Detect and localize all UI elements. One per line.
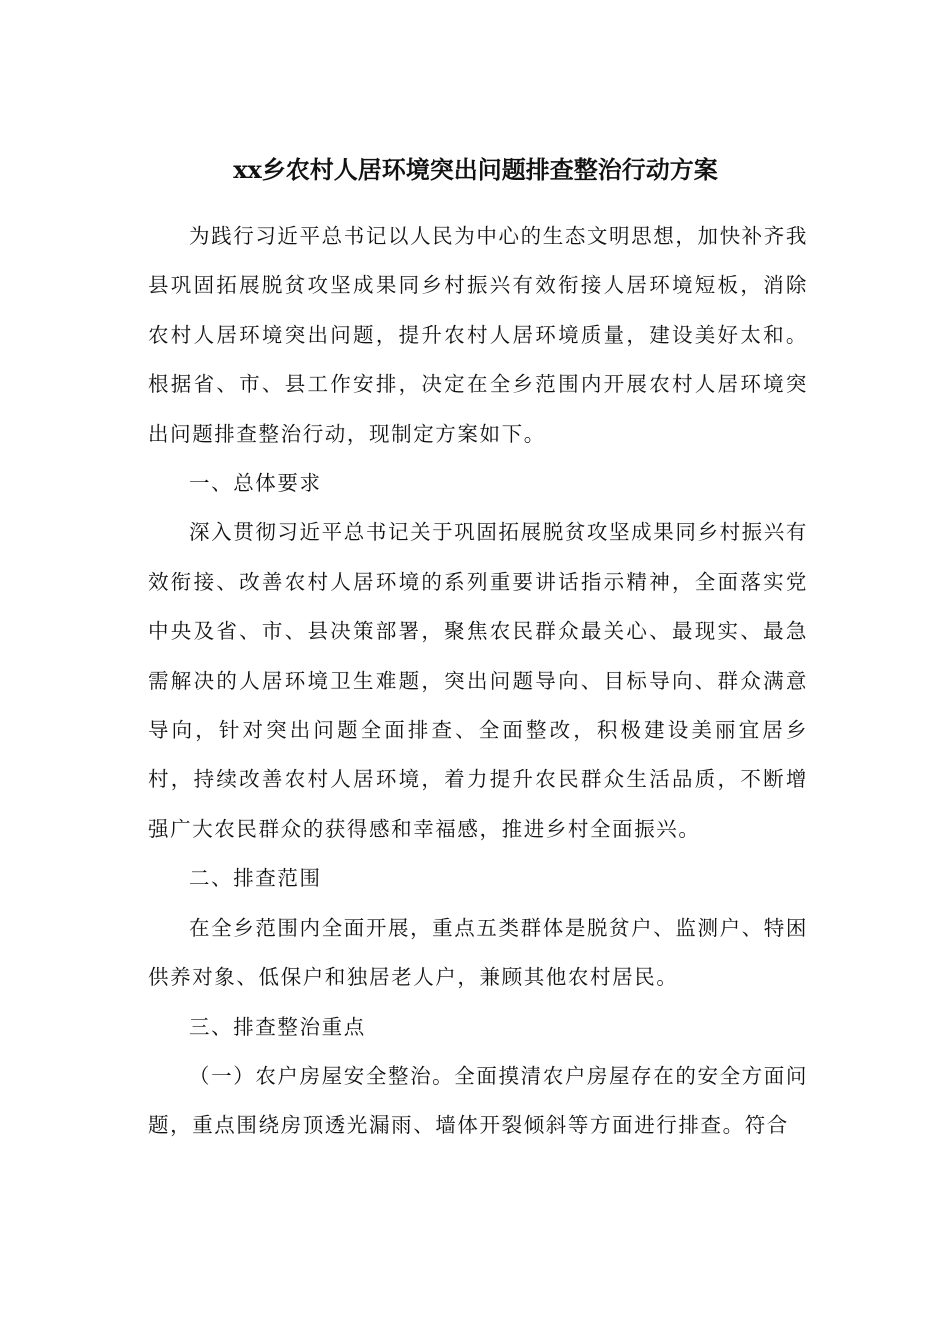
housing-safety-paragraph: （一）农户房屋安全整治。全面摸清农户房屋存在的安全方面问题，重点围绕房顶透光漏雨、墙体开裂倾斜等方面进行排查。符合 — [148, 1063, 808, 1138]
section-heading-key-points: 三、排查整治重点 — [189, 1014, 366, 1039]
intro-paragraph: 为践行习近平总书记以人民为中心的生态文明思想，加快补齐我县巩固拓展脱贫攻坚成果同乡村振兴有效衔接人居环境短板，消除农村人居环境突出问题，提升农村人居环境质量，建设美好太和。根据省、市、县工作安排，决定在全乡范围内开展农村人居环境突出问题排查整治行动，现制定方案如下。 — [148, 224, 808, 446]
section-heading-general-requirements: 一、总体要求 — [189, 471, 322, 496]
document-body — [148, 212, 808, 1151]
section-heading-inspection-scope: 二、排查范围 — [189, 866, 322, 891]
document-title: xx乡农村人居环境突出问题排查整治行动方案 — [233, 155, 718, 184]
general-requirements-paragraph: 深入贯彻习近平总书记关于巩固拓展脱贫攻坚成果同乡村振兴有效衔接、改善农村人居环境的系列重要讲话指示精神，全面落实党中央及省、市、县决策部署，聚焦农民群众最关心、最现实、最急需解决的人居环境卫生难题，突出问题导向、目标导向、群众满意导向，针对突出问题全面排查、全面整改，积极建设美丽宜居乡村，持续改善农村人居环境，着力提升农民群众生活品质，不断增强广大农民群众的获得感和幸福感，推进乡村全面振兴。 — [148, 520, 808, 841]
inspection-scope-paragraph: 在全乡范围内全面开展，重点五类群体是脱贫户、监测户、特困供养对象、低保户和独居老人户，兼顾其他农村居民。 — [148, 915, 808, 990]
